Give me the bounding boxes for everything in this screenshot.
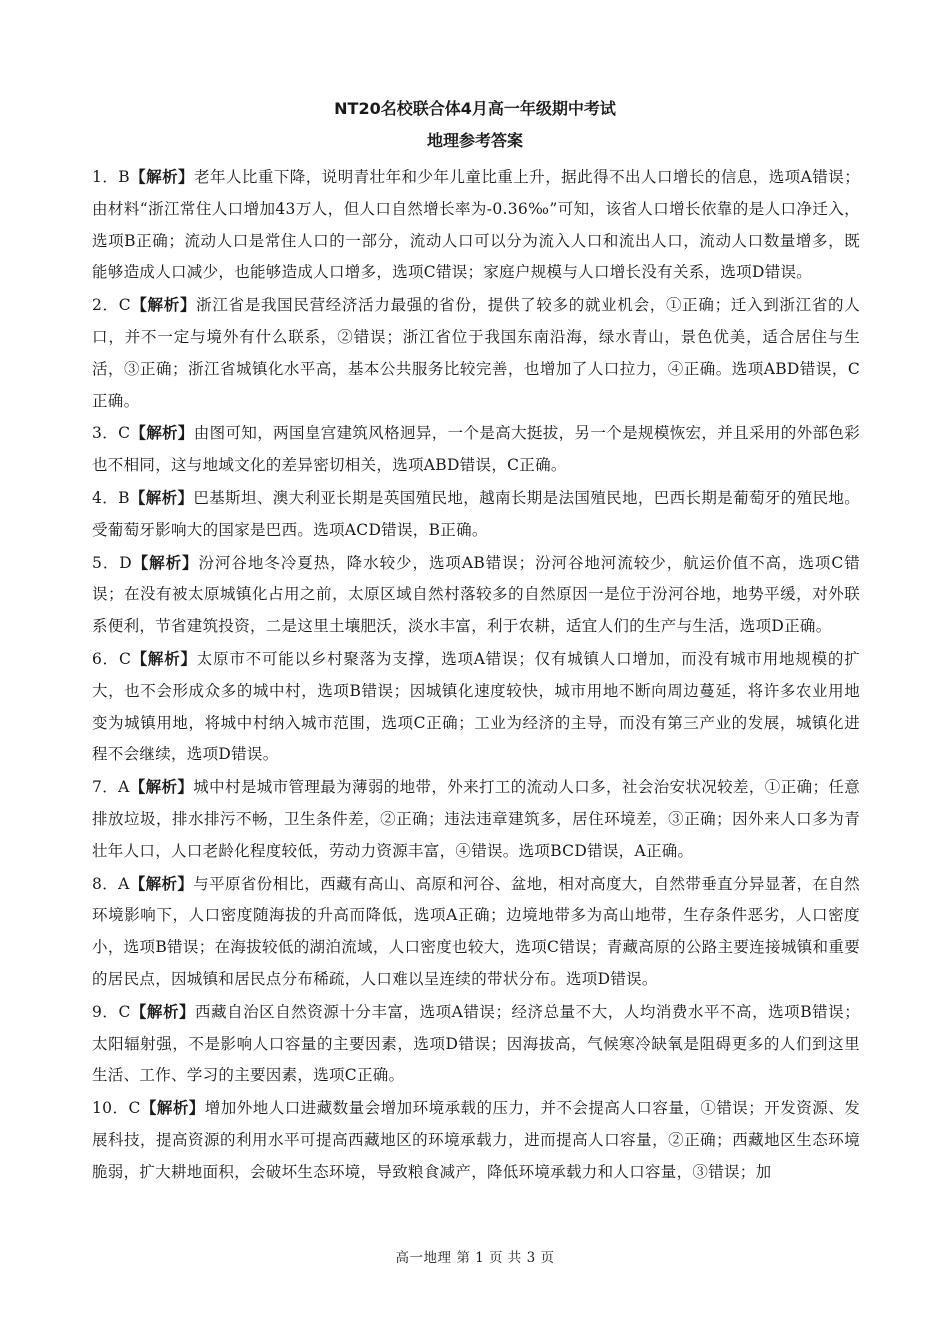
answer-item-5 bbox=[92, 547, 860, 643]
answer-list bbox=[92, 161, 860, 1189]
analysis-tag: 【解析】 bbox=[129, 487, 194, 507]
answer-choice: B bbox=[118, 488, 130, 507]
answer-number: 1． bbox=[92, 168, 119, 186]
analysis-tag: 【解析】 bbox=[130, 423, 194, 443]
analysis-tag: 【解析】 bbox=[132, 552, 199, 572]
answer-number: 4． bbox=[92, 488, 119, 507]
answer-choice: B bbox=[118, 168, 130, 186]
analysis-tag: 【解析】 bbox=[130, 1001, 196, 1021]
analysis-text: 由图可知，两国皇宫建筑风格迥异，一个是高大挺拔，另一个是规模恢宏，并且采用的外部色彩也不相同，这与地域文化的差异密切相关，选项ABD错误，C正确。 bbox=[92, 424, 861, 475]
answer-number: 9． bbox=[92, 1002, 119, 1021]
answer-item-1 bbox=[92, 161, 860, 289]
analysis-text: 西藏自治区自然资源十分丰富，选项A错误；经济总量不大，人均消费水平不高，选项B错误；太阳辐射强，不是影响人口容量的主要因素，选项D错误；因海拔高，气候寒冷缺氧是阻碍更多的人们到这里生活、工作、学习的主要因素，选项C正确。 bbox=[92, 1002, 861, 1085]
exam-subtitle: 地理参考答案 bbox=[426, 131, 523, 150]
answer-item-6 bbox=[92, 643, 860, 771]
analysis-text: 浙江省是我国民营经济活力最强的省份，提供了较多的就业机会，①正确；迁入到浙江省的人口，并不一定与境外有什么联系，②错误；浙江省位于我国东南沿海，绿水青山，景色优美，适合居住与生活，③正确；浙江省城镇化水平高，基本公共服务比较完善，也增加了人口拉力，④正确。选项ABD错误，C正确。 bbox=[92, 296, 860, 410]
analysis-text: 增加外地人口进藏数量会增加环境承载的压力，并不会提高人口容量，①错误；开发资源、发展科技，提高资源的利用水平可提高西藏地区的环境承载力，进而提高人口容量，②正确；西藏地区生态环境脆弱，扩大耕地面积，会破坏生态环境，导致粮食减产，降低环境承载力和人口容量，③错误；加 bbox=[92, 1099, 860, 1181]
answer-item-8 bbox=[92, 868, 860, 996]
answer-choice: C bbox=[118, 296, 131, 315]
analysis-tag: 【解析】 bbox=[130, 167, 195, 186]
analysis-tag: 【解析】 bbox=[129, 777, 194, 797]
answer-item-3 bbox=[92, 417, 860, 482]
answer-choice: C bbox=[118, 1002, 131, 1021]
analysis-text: 汾河谷地冬冷夏热，降水较少，选项AB错误；汾河谷地河流较少，航运价值不高，选项C错误；在没有被太原城镇化占用之前，太原区域自然村落较多的自然原因一是位于汾河谷地，地势平缓，对外联系便利，节省建筑投资，二是这里土壤肥沃，淡水丰富，利于农耕，适宜人们的生产与生活，选项D正确。 bbox=[92, 553, 860, 636]
answer-item-9 bbox=[92, 996, 860, 1092]
answer-number: 3． bbox=[92, 424, 119, 443]
answer-number: 10． bbox=[92, 1099, 129, 1118]
analysis-tag: 【解析】 bbox=[131, 648, 197, 668]
analysis-tag: 【解析】 bbox=[140, 1098, 205, 1118]
answer-item-10 bbox=[92, 1092, 860, 1188]
answer-choice: A bbox=[118, 874, 130, 893]
answer-number: 7． bbox=[92, 778, 119, 797]
page-footer: 高一地理 第 1 页 共 3 页 bbox=[395, 1250, 555, 1266]
answer-number: 8． bbox=[92, 874, 119, 893]
analysis-text: 与平原省份相比，西藏有高山、高原和河谷、盆地，相对高度大，自然带垂直分异显著，在自然环境影响下，人口密度随海拔的升高而降低，选项A正确；边境地带多为高山地带，生存条件恶劣，人口密度小，选项B错误；在海拔较低的湖泊流域，人口密度也较大，选项C错误；青藏高原的公路主要连接城镇和重要的居民点，因城镇和居民点分布稀疏，人口难以呈连续的带状分布。选项D错误。 bbox=[92, 874, 860, 988]
answer-choice: A bbox=[118, 778, 130, 797]
analysis-tag: 【解析】 bbox=[129, 873, 194, 893]
answer-number: 5． bbox=[92, 553, 120, 572]
answer-number: 2． bbox=[92, 296, 119, 315]
answer-item-4 bbox=[92, 482, 860, 547]
answer-item-7 bbox=[92, 771, 860, 867]
analysis-text: 巴基斯坦、澳大利亚长期是英国殖民地，越南长期是法国殖民地，巴西长期是葡萄牙的殖民地。受葡萄牙影响大的国家是巴西。选项ACD错误，B正确。 bbox=[92, 488, 860, 539]
exam-title: NT20名校联合体4月高一年级期中考试 bbox=[334, 99, 616, 118]
answer-item-2 bbox=[92, 289, 860, 417]
analysis-text: 城中村是城市管理最为薄弱的地带，外来打工的流动人口多，社会治安状况较差，①正确；任意排放垃圾，排水排污不畅，卫生条件差，②正确；违法违章建筑多，居住环境差，③正确；因外来人口多为青壮年人口，人口老龄化程度较低，劳动力资源丰富，④错误。选项BCD错误，A正确。 bbox=[92, 778, 860, 860]
answer-choice: D bbox=[119, 553, 133, 572]
analysis-text: 太原市不可能以乡村聚落为支撑，选项A错误；仅有城镇人口增加，而没有城市用地规模的扩大，也不会形成众多的城中村，选项B错误；因城镇化速度较快，城市用地不断向周边蔓延，将许多农业用地变为城镇用地，将城中村纳入城市范围，选项C正确；工业为经济的主导，而没有第三产业的发展，城镇化进程不会继续，选项D错误。 bbox=[92, 649, 861, 764]
analysis-text: 老年人比重下降，说明青壮年和少年儿童比重上升，据此得不出人口增长的信息，选项A错误；由材料“浙江常住人口增加43万人，但人口自然增长率为-0.36‰”可知，该省人口增长依靠的是人口净迁入，选项B正确；流动人口是常住人口的一部分，流动人口可以分为流入人口和流出人口，流动人口数量增多，既能够造成人口减少，也能够造成人口增多，选项C错误；家庭户规模与人口增长没有关系，选项D错误。 bbox=[92, 168, 861, 282]
answer-number: 6． bbox=[92, 649, 119, 668]
analysis-tag: 【解析】 bbox=[130, 295, 197, 315]
answer-choice: C bbox=[128, 1099, 141, 1118]
answer-choice: C bbox=[118, 649, 132, 668]
answer-choice: C bbox=[118, 424, 131, 443]
